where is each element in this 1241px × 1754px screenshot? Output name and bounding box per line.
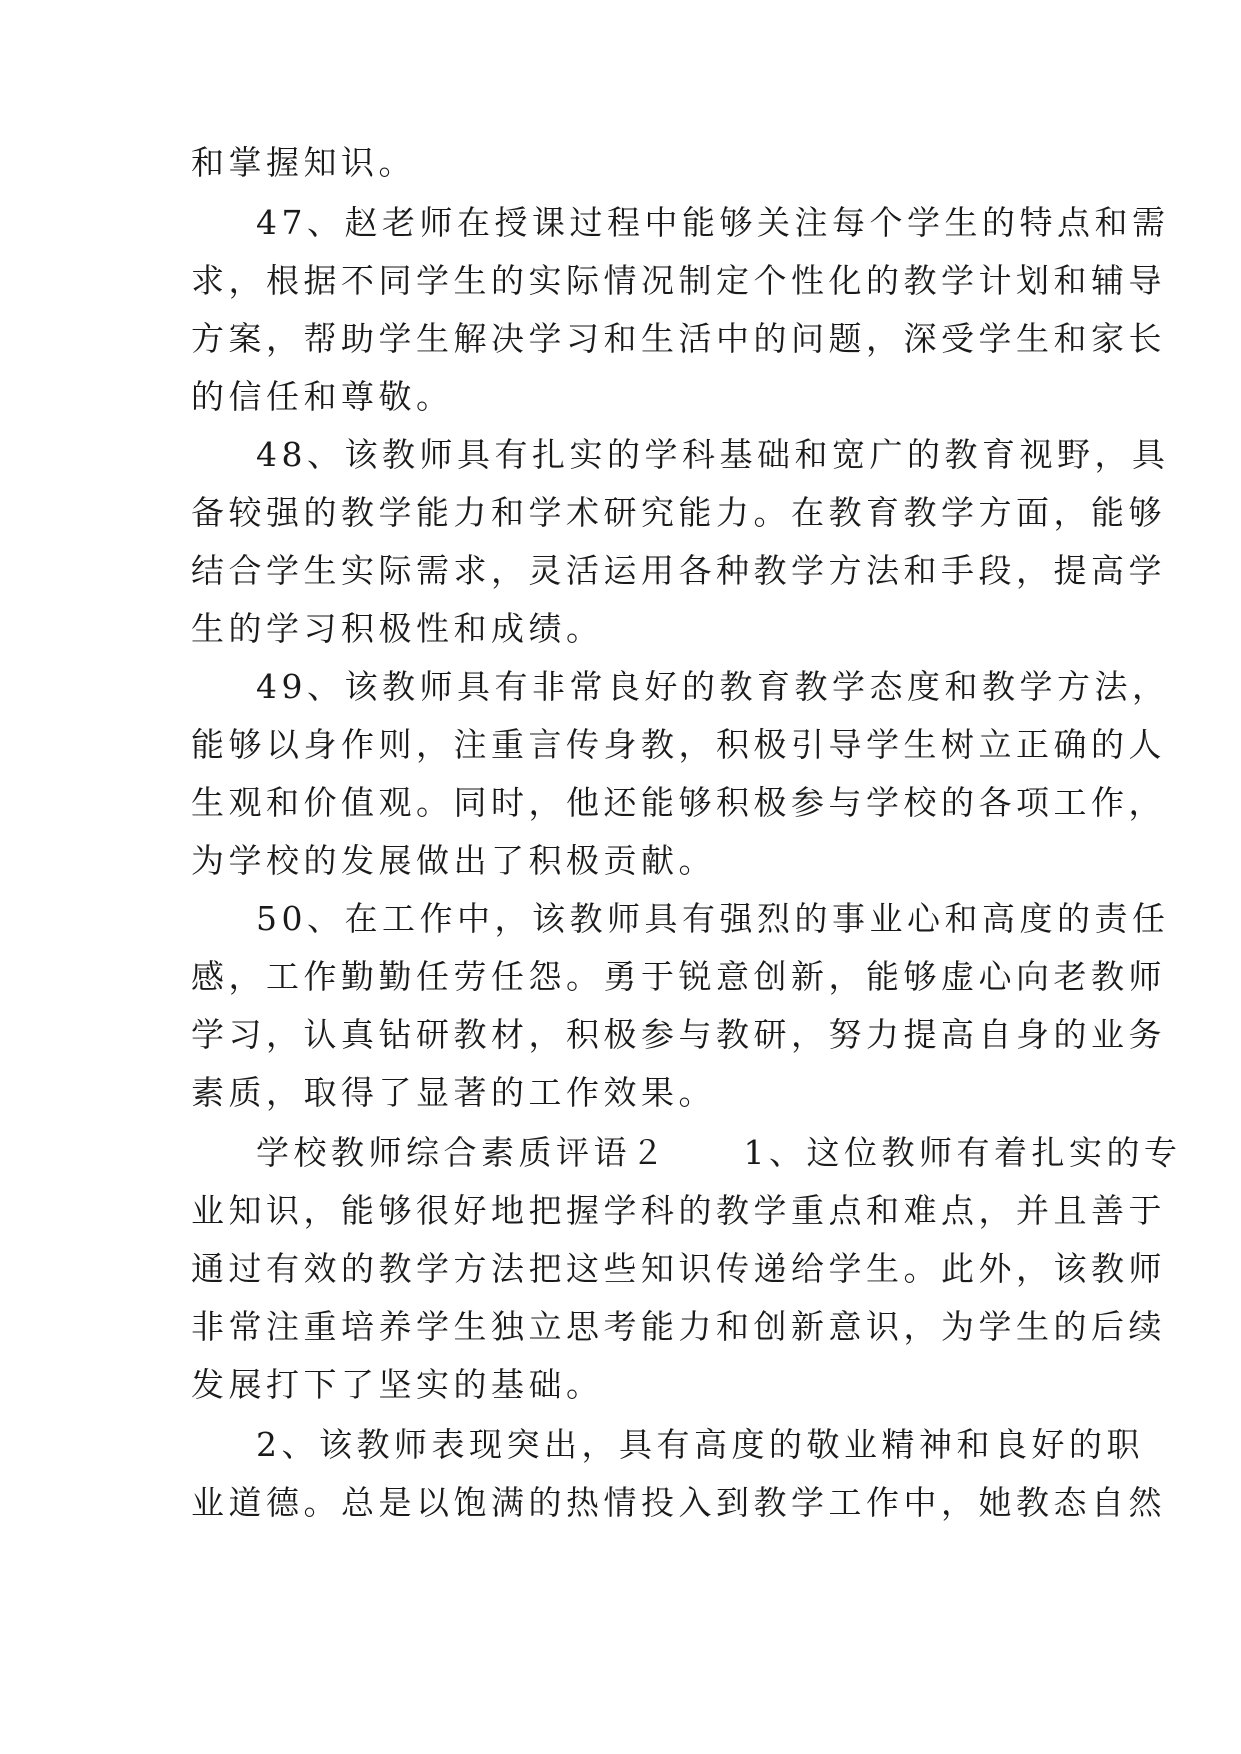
section-heading-line: 学校教师综合素质评语２ 1、这位教师有着扎实的专 — [256, 1133, 1182, 1172]
text-line: 业知识，能够很好地把握学科的教学重点和难点，并且善于 — [191, 1191, 1166, 1230]
paragraph-50-start: 50、在工作中，该教师具有强烈的事业心和高度的责任 — [256, 899, 1170, 938]
paragraph-49-start: 49、该教师具有非常良好的教育教学态度和教学方法， — [256, 667, 1170, 706]
text-line: 的信任和尊敬。 — [191, 377, 454, 416]
text-line: 非常注重培养学生独立思考能力和创新意识，为学生的后续 — [191, 1307, 1166, 1346]
text-line: 素质，取得了显著的工作效果。 — [191, 1073, 716, 1112]
text-line: 生的学习积极性和成绩。 — [191, 609, 604, 648]
paragraph-48-start: 48、该教师具有扎实的学科基础和宽广的教育视野，具 — [256, 435, 1170, 474]
text-line: 方案，帮助学生解决学习和生活中的问题，深受学生和家长 — [191, 319, 1166, 358]
text-line: 生观和价值观。同时，他还能够积极参与学校的各项工作， — [191, 783, 1166, 822]
text-line: 备较强的教学能力和学术研究能力。在教育教学方面，能够 — [191, 493, 1166, 532]
text-line: 求，根据不同学生的实际情况制定个性化的教学计划和辅导 — [191, 261, 1166, 300]
text-line: 业道德。总是以饱满的热情投入到教学工作中，她教态自然 — [191, 1483, 1166, 1522]
text-line: 结合学生实际需求，灵活运用各种教学方法和手段，提高学 — [191, 551, 1166, 590]
text-line: 发展打下了坚实的基础。 — [191, 1365, 604, 1404]
text-line: 能够以身作则，注重言传身教，积极引导学生树立正确的人 — [191, 725, 1166, 764]
text-line: 学习，认真钻研教材，积极参与教研，努力提高自身的业务 — [191, 1015, 1166, 1054]
text-line: 为学校的发展做出了积极贡献。 — [191, 841, 716, 880]
text-line: 感，工作勤勤任劳任怨。勇于锐意创新，能够虚心向老教师 — [191, 957, 1166, 996]
paragraph-47-start: 47、赵老师在授课过程中能够关注每个学生的特点和需 — [256, 203, 1170, 242]
text-line: 通过有效的教学方法把这些知识传递给学生。此外，该教师 — [191, 1249, 1166, 1288]
text-line: 和掌握知识。 — [191, 143, 416, 182]
paragraph-2-start: 2、该教师表现突出，具有高度的敬业精神和良好的职 — [256, 1425, 1144, 1464]
